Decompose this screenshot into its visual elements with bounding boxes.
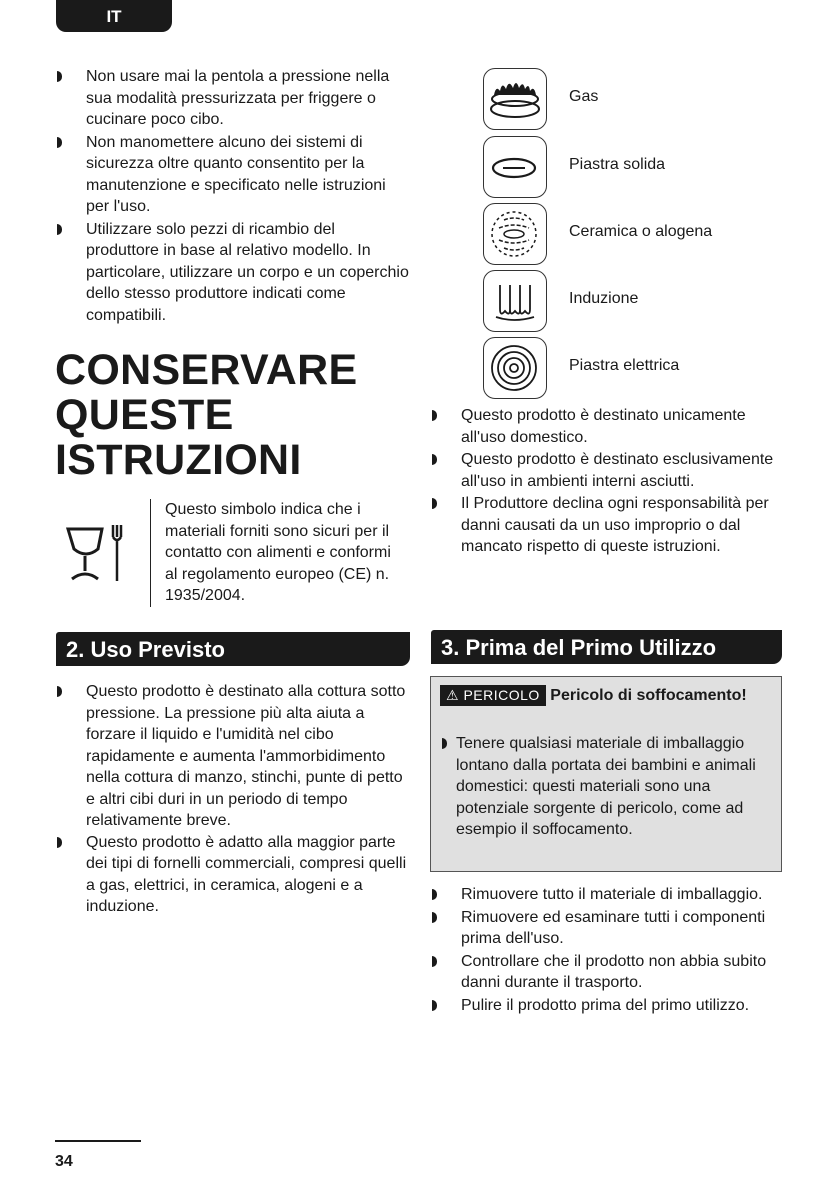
usage-bullet-list	[430, 405, 782, 558]
hob-row-gas	[483, 68, 783, 130]
warning-triangle-icon: ⚠	[446, 687, 460, 703]
hob-row-ceramic	[483, 203, 783, 265]
list-item: Questo prodotto è adatto alla maggior parte dei tipi di fornelli commerciali, compresi quelli a gas, elettrici, in ceramica, alogeni e a induzione.	[55, 832, 410, 918]
electric-plate-icon	[483, 337, 547, 399]
before-use-list	[430, 884, 782, 1016]
page-number: 34	[55, 1153, 73, 1170]
list-item: Non manomettere alcuno dei sistemi di sicurezza oltre quanto consentito per la manutenzione e specificato nelle istruzioni per l'uso.	[55, 132, 410, 218]
hob-label: Induzione	[569, 290, 639, 307]
intended-use-list	[55, 681, 410, 918]
hob-label: Ceramica o alogena	[569, 223, 713, 240]
list-item: Tenere qualsiasi materiale di imballaggio lontano dalla portata dei bambini e animali domestici: questi materiali sono una potenziale sorgente di pericolo, come ad esempio il soffocamento.	[440, 733, 770, 841]
warning-title: Pericolo di soffocamento!	[550, 687, 747, 704]
hob-row-solid-plate	[483, 136, 783, 198]
hob-label: Piastra solida	[569, 156, 666, 173]
hob-row-induction	[483, 270, 783, 332]
list-item: Controllare che il prodotto non abbia subito danni durante il trasporto.	[430, 951, 782, 994]
induction-icon	[483, 270, 547, 332]
title-line: CONSERVARE	[55, 346, 358, 394]
keep-instructions-title	[55, 348, 415, 483]
hob-label: Gas	[569, 88, 599, 105]
list-item: Rimuovere ed esaminare tutti i componenti prima dell'uso.	[430, 907, 782, 950]
ceramic-halogen-icon	[483, 203, 547, 265]
danger-badge	[440, 685, 546, 706]
page-number-rule	[55, 1140, 141, 1142]
danger-badge-label: PERICOLO	[463, 687, 540, 703]
section-heading-before-first-use: 3. Prima del Primo Utilizzo	[431, 630, 782, 664]
gas-burner-icon	[483, 68, 547, 130]
list-item: Questo prodotto è destinato unicamente all'uso domestico.	[430, 405, 782, 448]
language-tab: IT	[56, 0, 172, 32]
food-symbol-description: Questo simbolo indica che i materiali forniti sono sicuri per il contatto con alimenti e conformi al regolamento europeo (CE) n. 1935/2004.	[150, 499, 405, 607]
warning-bullet-list	[440, 733, 770, 841]
list-item: Rimuovere tutto il materiale di imballaggio.	[430, 884, 782, 906]
hob-row-electric-plate	[483, 337, 783, 399]
food-safe-glass-fork-icon	[64, 523, 134, 583]
list-item: Non usare mai la pentola a pressione nella sua modalità pressurizzata per friggere o cucinare poco cibo.	[55, 66, 410, 131]
solid-plate-icon	[483, 136, 547, 198]
hob-label: Piastra elettrica	[569, 357, 680, 374]
list-item: Questo prodotto è destinato esclusivamente all'uso in ambienti interni asciutti.	[430, 449, 782, 492]
safety-bullet-list	[55, 66, 410, 326]
danger-warning-box	[430, 676, 782, 872]
list-item: Utilizzare solo pezzi di ricambio del produttore in base al relativo modello. In particolare, utilizzare un corpo e un coperchio dello stesso produttore indicati come compatibili.	[55, 219, 410, 327]
list-item: Pulire il prodotto prima del primo utilizzo.	[430, 995, 782, 1017]
list-item: Il Produttore declina ogni responsabilità per danni causati da un uso improprio o dal mancato rispetto di queste istruzioni.	[430, 493, 782, 558]
section-heading-intended-use: 2. Uso Previsto	[56, 632, 410, 666]
list-item: Questo prodotto è destinato alla cottura sotto pressione. La pressione più alta aiuta a forzare il liquido e l'umidità nel cibo rapidamente e aumenta l'ammorbidimento nella cottura di manzo, stinchi, punte di petto e altri cibi duri in un periodo di tempo relativamente breve.	[55, 681, 410, 832]
title-line: QUESTE	[55, 391, 234, 439]
title-line: ISTRUZIONI	[55, 436, 302, 484]
